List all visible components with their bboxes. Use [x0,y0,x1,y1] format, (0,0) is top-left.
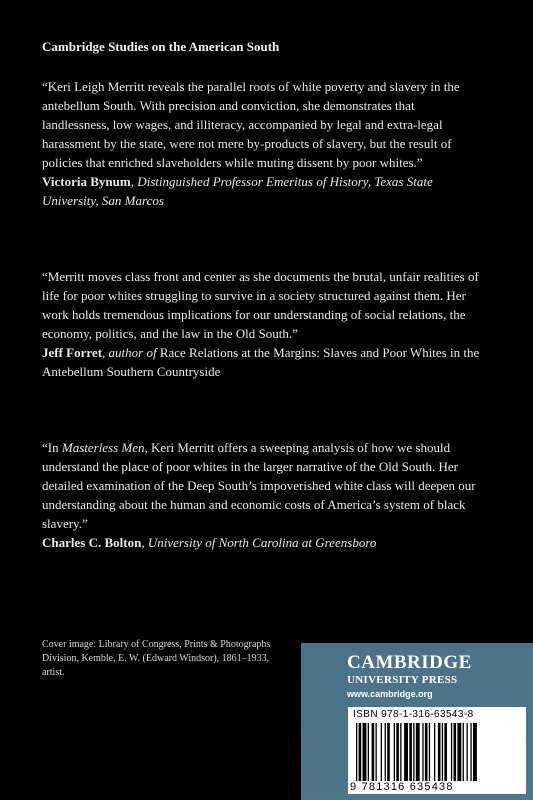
book-title: Masterless Men [61,440,145,455]
blurb-attribution: Jeff Forret, author of Race Relations at the Margins: Slaves and Poor Whites in the Antebellum Southern Countryside [42,345,480,379]
blurb-author: Jeff Forret [42,345,103,360]
blurb-text [42,438,482,533]
blurb-attribution: Victoria Bynum, Distinguished Professor Emeritus of History, Texas State University, San Marcos [42,174,433,208]
blurb-text: “Merritt moves class front and center as she documents the brutal, unfair realities of life for poor whites struggling to survive in a society structured against them. Her work holds tremendous implications for our understanding of social relations, the economy, politics, and the law in the Old South.” [42,269,479,341]
barcode-digits: 9 781316 635438 [350,781,454,793]
blurb-attribution: Charles C. Bolton, University of North Carolina at Greensboro [42,535,377,550]
blurb-text: “Keri Leigh Merritt reveals the parallel roots of white poverty and slavery in the antebellum South. With precision and conviction, she demonstrates that landlessness, low wages, and illiteracy, accompanied by legal and extra-legal harassment by the state, were not mere by-products of slavery, but the result of policies that enriched slaveholders while muting dissent by poor whites.” [42,79,460,170]
blurb-text-open: “In [42,440,62,455]
blurb-affiliation: University of North Carolina at Greensboro [147,535,377,550]
barcode-box [348,707,526,794]
blurb-forret [42,267,482,381]
publisher-url: www.cambridge.org [347,689,433,699]
cover-credit: Cover image: Library of Congress, Prints & Photographs Division, Kemble, E. W. (Edward Windsor), 1861–1933, artist. [42,639,271,678]
blurb-affiliation: Distinguished Professor Emeritus of History, Texas State University, San Marcos [42,174,433,208]
barcode-icon [356,723,520,781]
publisher-subtitle: UNIVERSITY PRESS [347,674,458,686]
publisher-name: CAMBRIDGE [347,652,472,673]
blurb-affiliation: Race Relations at the Margins: Slaves and Poor Whites in the Antebellum Southern Countryside [42,345,480,379]
blurb-text-rest: , Keri Merritt offers a sweeping analysis of how we should understand the place of poor whites in the larger narrative of the Old South. Her detailed examination of the Deep South’s impoverished white class will deepen our understanding about the human and economic costs of America’s system of black slavery.” [42,440,476,531]
blurb-bynum [42,77,482,210]
blurb-bolton [42,438,482,552]
blurb-author: Charles C. Bolton [42,535,142,550]
blurb-affiliation-prefix: author of [108,345,157,360]
blurb-author: Victoria Bynum [42,174,131,189]
publisher-panel [301,643,533,800]
series-title: Cambridge Studies on the American South [42,39,280,54]
isbn-label: ISBN 978-1-316-63543-8 [353,709,474,720]
